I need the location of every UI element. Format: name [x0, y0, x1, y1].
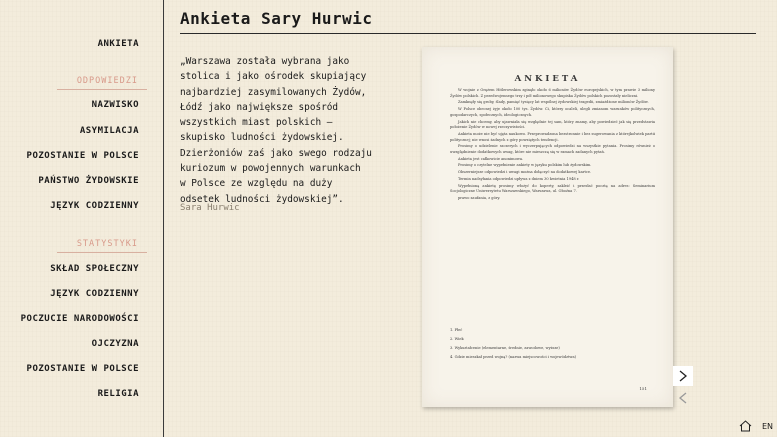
section-odpowiedzi-heading: ODPOWIEDZI — [76, 76, 138, 86]
document-paragraph: Zamknęły się groby, ślady, pamięć tysięcy lat wspólnej żydowskiej tragedii, zmiażdżone milionów Żydów. — [458, 100, 649, 105]
title-divider — [180, 33, 756, 34]
nav-statystyki-poczucie[interactable]: POCZUCIE NARODOWOŚCI — [20, 314, 139, 324]
home-icon[interactable] — [739, 420, 752, 432]
document-paragraph: Obszerniejsze odpowiedzi i uwagi można dołączyć na dodatkowej kartce. — [458, 170, 592, 175]
nav-statystyki-ojczyzna[interactable]: OJCZYZNA — [91, 339, 139, 349]
document-question: 1. Płeć — [450, 328, 463, 332]
section-divider — [57, 252, 147, 253]
nav-statystyki-sklad[interactable]: SKŁAD SPOŁECZNY — [50, 264, 139, 274]
document-paragraph: Termin nadsyłania odpowiedzi upływa z dniem 30 kwietnia 1948 r. — [458, 176, 580, 181]
document-scan — [422, 47, 673, 407]
document-paragraph: Ankieta jest całkowicie anonimowa. — [458, 156, 524, 161]
document-body — [450, 88, 655, 203]
document-question: 3. Wykształcenie (elementarne, średnie, zawodowe, wyższe) — [450, 346, 560, 350]
nav-ankieta[interactable]: ANKIETA — [97, 39, 139, 49]
document-paragraph: Jakich nie chcemy, aby ujawniała się względnie tej sam, który znamy, aby powiedzieć jak się przedstawia położenie Żydów w nowej rzeczywistości. — [450, 119, 655, 130]
document-paragraph: W wojnie z Orężem Hitlerowskim zginęło około 6 milionów Żydów europejskich, w tym prawie 3 miliony Żydów polskich. Z przedwojennego trzy i pół milionowego skupiska Żydów polskich pozostały nieliczni. — [450, 88, 655, 98]
language-switch[interactable]: EN — [762, 422, 774, 431]
chevron-left-icon — [678, 392, 688, 404]
section-divider — [57, 89, 147, 90]
nav-statystyki-religia[interactable]: RELIGIA — [97, 389, 139, 399]
prev-page-button[interactable] — [673, 388, 693, 408]
document-heading: ANKIETA — [514, 74, 581, 84]
document-question: 2. Wiek — [450, 337, 464, 341]
nav-odpowiedzi-pozostanie[interactable]: POZOSTANIE W POLSCE — [26, 151, 139, 161]
sidebar — [0, 0, 164, 437]
nav-statystyki-jezyk[interactable]: JĘZYK CODZIENNY — [50, 289, 139, 299]
nav-odpowiedzi-asymilacja[interactable]: ASYMILACJA — [79, 126, 139, 136]
quote-author: Sara Hurwic — [180, 203, 240, 213]
document-page-number: 151 — [639, 386, 647, 391]
nav-odpowiedzi-jezyk[interactable]: JĘZYK CODZIENNY — [50, 201, 139, 211]
document-paragraph: Wypełnioną ankietę prosimy włożyć do koperty, zakleić i przesłać pocztą na adres: Seminarium Socjologiczne Uniwersytetu Warszawskiego, Warszawa, ul. Oboźna 7. — [450, 183, 655, 194]
page-title: Ankieta Sary Hurwic — [180, 9, 373, 28]
document-paragraph: Prosimy o udzielenie szczerych i wyczerpujących odpowiedzi na wszystkie pytania. Prosimy również o uwzględnienie dodatkowych uwag, które nie mieszczą się w ramach zadanych pytań. — [450, 144, 655, 155]
document-paragraph: Ankieta może nie być ujęta naukowo. Przeprowadzona bezstronnie i bez sugerowania z którejkolwiek partii politycznej; nie wnosi żadnych z góry powziętych tendencji. — [450, 131, 655, 142]
nav-odpowiedzi-panstwo[interactable]: PAŃSTWO ŻYDOWSKIE — [38, 176, 139, 186]
nav-odpowiedzi-nazwisko[interactable]: NAZWISKO — [91, 100, 139, 110]
quote-text: „Warszawa została wybrana jako stolica i jako ośrodek skupiający najbardziej zasymilowanych Żydów, Łódź jako największe spośród wszystkich miast polskich — skupisko ludności żydowskiej. Dzierżoniów zaś jako swego rodzaju kuriozum w powojennych warunkach w Polsce ze względu na duży odsetek ludności żydowskiej”. — [180, 56, 372, 205]
document-question-list — [450, 326, 650, 362]
section-statystyki-heading: STATYSTYKI — [76, 239, 138, 249]
document-paragraph: W Polsce obecnej żyje około 100 tys. Żydów. Ci, którzy ocaleli, ulegli zmianom warunków politycznych, gospodarczych, społecznych, ideologicznych. — [450, 107, 655, 117]
document-paragraph: Prosimy o czytelne wypełnienie ankiety w języku polskim lub żydowskim. — [458, 163, 592, 168]
nav-statystyki-pozostanie[interactable]: POZOSTANIE W POLSCE — [26, 364, 139, 374]
chevron-right-icon — [678, 370, 688, 382]
next-page-button[interactable] — [673, 366, 693, 386]
document-paragraph: prawo zaufania, z góry. — [458, 195, 501, 200]
document-question: 4. Gdzie mieszkał przed wojną? (nazwa miejscowości i województwa) — [450, 355, 577, 359]
